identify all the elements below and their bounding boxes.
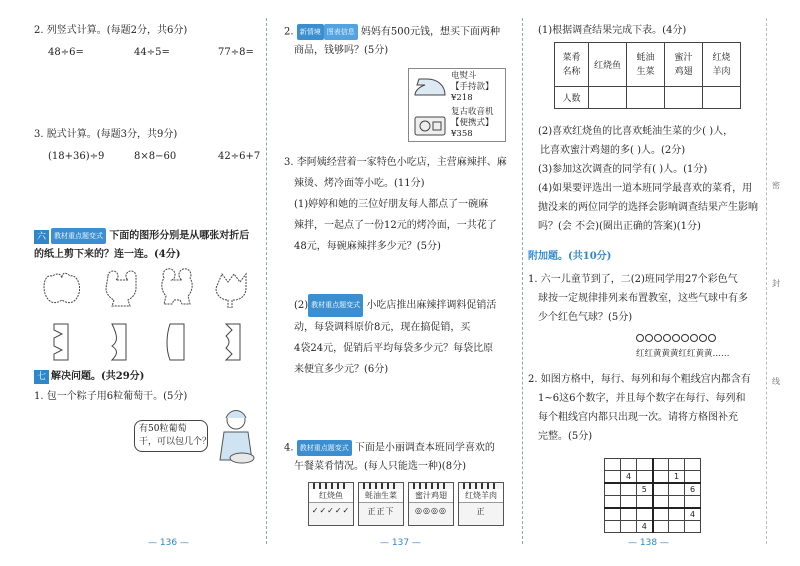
speech-bubble-line1: 有50粒葡萄 (139, 424, 187, 434)
extra-q1-a: 1. 六一儿童节到了，二(2)班同学用27个彩色气 (528, 274, 738, 285)
tally-label-4: 红烧羊肉 (459, 489, 503, 503)
right-p3: (3)参加这次调查的同学有( )人。(1分) (538, 164, 708, 175)
girl-illustration (206, 406, 262, 466)
survey-table (554, 42, 741, 109)
survey-answer-3[interactable] (665, 87, 703, 109)
section-7-heading (34, 370, 144, 384)
mid-q3-line4: 辣拌，一起点了一份12元的烤冷面，一共花了 (294, 220, 497, 231)
mid-q3-block (284, 152, 507, 257)
section-6-heading (34, 228, 249, 244)
tally-label-1: 红烧鱼 (309, 489, 353, 503)
mid-q3-2-line3: 4袋24元，促销后平均每袋多少元？每袋比原 (294, 343, 494, 354)
side-mark-1: 密 (772, 181, 780, 190)
tally-label-2: 蚝油生菜 (359, 489, 403, 503)
right-p4b: 抛没来的两位同学的选择会影响调查结果产生影响 (538, 202, 758, 213)
speech-bubble (134, 420, 212, 452)
q3-item-1: (18+36)÷9 (48, 151, 105, 162)
mid-q4-text1: 下面是小丽调查本班同学喜欢的 (354, 442, 495, 454)
survey-col-2: 蚝油 生菜 (627, 43, 665, 87)
section-6-text1: 下面的图形分别是从哪张对折后 (109, 230, 250, 242)
right-p4a: (4)如果要评选出一道本班同学最喜欢的菜肴，用 (538, 183, 753, 194)
q3-item-3: 42÷6+7 (218, 151, 261, 162)
survey-col-1: 红烧鱼 (589, 43, 627, 87)
tally-marks-2: 正正下 (367, 507, 395, 516)
balloon-colors: 红红黄黄黄红红黄黄 (636, 349, 713, 359)
q2-item-3: 77÷8= (218, 47, 254, 58)
mid-q3-2-prefix: (2) (294, 300, 309, 311)
mid-q3-2-tag: 教材重点题变式 (308, 294, 363, 317)
section-6-badge: 六 (34, 230, 49, 244)
mid-q2-num: 2. (284, 26, 294, 38)
mid-q2-tag1: 新情境 (297, 24, 324, 40)
survey-answer-2[interactable] (627, 87, 665, 109)
tulip-shape (216, 274, 246, 308)
page-number-136: — 136 — (148, 538, 189, 548)
folded-paper-1 (54, 324, 68, 360)
animal-shape (162, 269, 192, 304)
q2-title: 2. 列竖式计算。(每题2分，共6分) (34, 25, 188, 36)
right-p4c: 吗？(会 不会)(圈出正确的答案)(1分) (538, 221, 701, 232)
page-number-138: — 138 — (628, 538, 669, 548)
balloon-ellipsis: …… (712, 349, 730, 359)
mid-q3-2-line1 (294, 294, 496, 317)
item2-name: 复古收音机 (451, 107, 494, 117)
tally-marks-3: ◎◎◎◎ (415, 506, 447, 515)
page-number-137: — 137 — (380, 538, 421, 548)
tally-card-2 (358, 482, 404, 526)
item1-name: 电熨斗 (451, 71, 477, 81)
extra-q2 (528, 370, 751, 446)
q1-text: 1. 包一个粽子用6粒葡萄干。(5分) (34, 391, 188, 402)
speech-bubble-line2: 干，可以包几个？ (139, 437, 212, 447)
tally-card-4 (458, 482, 504, 526)
section-6-text2: 的纸上剪下来的？连一连。(4分) (34, 249, 181, 260)
side-mark-3: 线 (772, 377, 780, 386)
mid-q3-2-text1: 小吃店推出麻辣拌调料促销活 (366, 300, 497, 311)
mid-q4-line2: 午餐菜肴情况。(每人只能选一种)(8分) (294, 461, 466, 472)
mid-q3-line1: 3. 李阿姨经营着一家特色小吃店，主营麻辣拌、麻 (284, 157, 507, 168)
mid-q4-line1 (284, 440, 495, 456)
item1-price: ¥218 (451, 93, 473, 103)
mid-q3-2-line2: 动，每袋调料原价8元，现在搞促销，买 (294, 322, 471, 333)
side-mark-2: 封 (772, 279, 780, 288)
extra-heading: 附加题。(共10分) (528, 251, 612, 262)
extra-q1-c: 少个红色气球？(5分) (538, 312, 633, 323)
mid-q2-text1: 妈妈有500元钱，想买下面两种 (360, 26, 501, 38)
item1-type: 【手持款】 (451, 82, 494, 92)
survey-answer-4[interactable] (703, 87, 741, 109)
item1-info (451, 71, 494, 104)
right-questions (538, 122, 758, 236)
folded-papers (40, 320, 260, 364)
item2-type: 【便携式】 (451, 118, 494, 128)
section-7-text: 解决问题。(共29分) (51, 371, 145, 382)
mid-q3-line5: 48元，每碗麻辣拌多少元？(5分) (294, 241, 441, 252)
mid-q2-line2: 商品，钱够吗？(5分) (294, 45, 389, 56)
mid-q3-2-block (294, 294, 496, 380)
section-6-tag: 教材重点题变式 (51, 228, 106, 244)
survey-header-cell: 菜肴 名称 (555, 43, 589, 87)
extra-q2-a: 2. 如图方格中，每行、每列和每个粗线宫内都含有 (528, 374, 751, 385)
page-divider-1 (266, 18, 267, 544)
cutout-shapes (40, 268, 260, 308)
mid-q2-tag2: 图表信息 (324, 24, 358, 40)
mid-q3-2-line4: 来便宜多少元？(6分) (294, 364, 389, 375)
right-p2a: (2)喜欢红烧鱼的比喜欢蚝油生菜的少( )人， (538, 126, 734, 137)
extra-q2-d: 完整。(5分) (538, 431, 593, 442)
folded-paper-3 (167, 324, 184, 360)
mid-q4-tag: 教材重点题变式 (297, 440, 352, 456)
tally-card-3 (408, 482, 454, 526)
seal-line (766, 18, 767, 544)
survey-col-4: 红烧 羊肉 (703, 43, 741, 87)
survey-answer-1[interactable] (589, 87, 627, 109)
mid-q3-line3: (1)婷婷和她的三位好朋友每人都点了一碗麻 (294, 199, 489, 210)
q2-item-1: 48÷6= (48, 47, 84, 58)
folded-paper-4 (226, 324, 240, 360)
balloon-row (636, 334, 717, 345)
item2-price: ¥358 (451, 129, 473, 139)
q2-item-2: 44÷5= (134, 47, 170, 58)
bear-shape (106, 271, 136, 306)
radio-icon (413, 113, 449, 137)
survey-row-label: 人数 (555, 87, 589, 109)
extra-q2-b: 1~6这6个数字，并且每个数字在每行、每列和 (538, 393, 746, 404)
sudoku-grid: 4 1 5 6 4 4 (604, 458, 701, 533)
q3-item-2: 8×8−60 (134, 151, 177, 162)
folded-paper-2 (112, 324, 126, 360)
section-7-badge: 七 (34, 370, 49, 384)
right-p1: (1)根据调查结果完成下表。(4分) (538, 25, 687, 36)
extra-q2-c: 每个粗线宫内都只出现一次。请将方格图补充 (538, 412, 738, 423)
mid-q4-num: 4. (284, 442, 294, 454)
balloon-labels (636, 347, 730, 359)
iron-icon (413, 75, 449, 99)
product-box (408, 68, 506, 142)
mid-q2-line1 (284, 24, 500, 40)
tally-marks-1: ✓✓✓✓✓ (311, 506, 351, 515)
q3-title: 3. 脱式计算。(每题3分，共9分) (34, 129, 178, 140)
tally-label-3: 蜜汁鸡翅 (409, 489, 453, 503)
tally-card-1 (308, 482, 354, 526)
survey-col-3: 蜜汁 鸡翅 (665, 43, 703, 87)
item2-info (451, 107, 494, 140)
right-p2b: 比喜欢蜜汁鸡翅的多( )人。(2分) (540, 145, 686, 156)
page-divider-2 (522, 18, 523, 544)
tally-marks-4: 正 (476, 507, 486, 516)
apple-shape (44, 273, 80, 302)
extra-q1 (528, 270, 748, 327)
extra-q1-b: 球按一定规律排列来布置教室，这些气球中有多 (538, 293, 748, 304)
mid-q3-line2: 辣烫、烤冷面等小吃。(11分) (294, 178, 425, 189)
